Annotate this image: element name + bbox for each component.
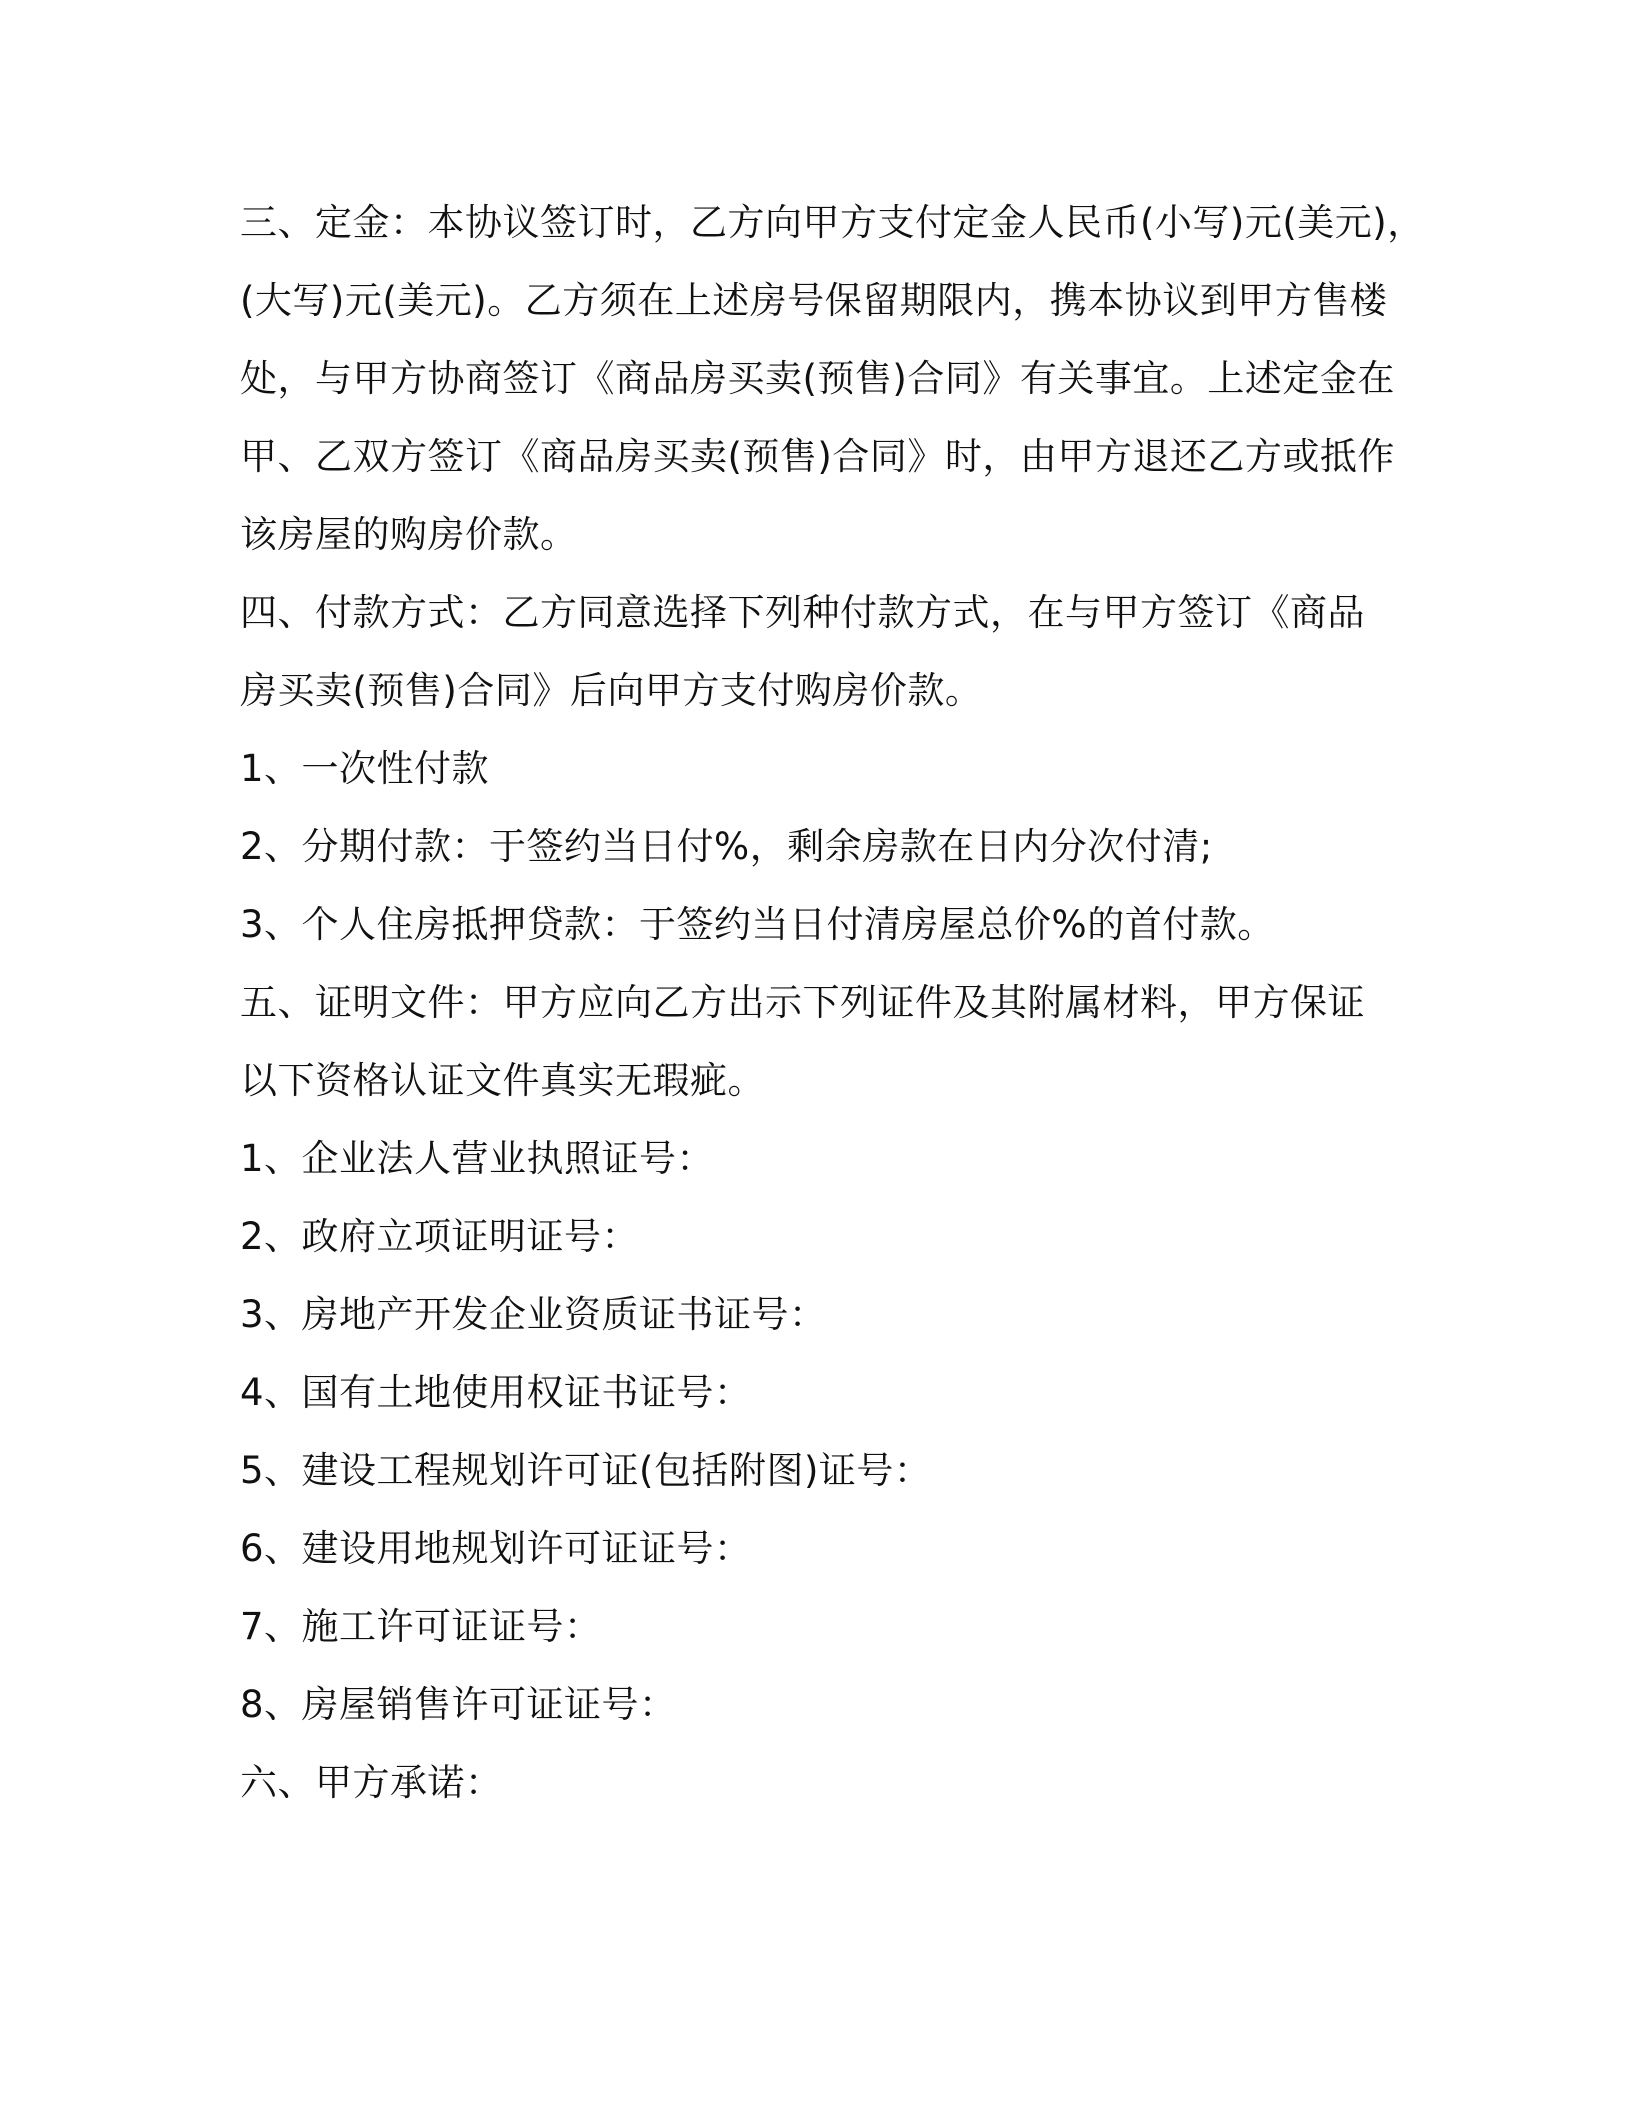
clause-5-documents-line-2: 以下资格认证文件真实无瑕疵。 [240, 1059, 765, 1102]
payment-option-3: 3、个人住房抵押贷款：于签约当日付清房屋总价%的首付款。 [240, 903, 1275, 946]
document-body [240, 184, 1425, 1822]
clause-3-deposit-line-5: 该房屋的购房价款。 [240, 513, 578, 556]
clause-6-heading: 六、甲方承诺： [240, 1761, 503, 1804]
document-item-4: 4、国有土地使用权证书证号： [240, 1371, 752, 1414]
document-item-7: 7、施工许可证证号： [240, 1605, 602, 1648]
clause-3-deposit-line-2: (大写)元(美元)。乙方须在上述房号保留期限内，携本协议到甲方售楼 [240, 279, 1388, 322]
payment-option-1: 1、一次性付款 [240, 747, 490, 790]
document-item-1: 1、企业法人营业执照证号： [240, 1137, 715, 1180]
clause-4-payment-line-1: 四、付款方式：乙方同意选择下列种付款方式，在与甲方签订《商品 [240, 591, 1365, 634]
document-item-6: 6、建设用地规划许可证证号： [240, 1527, 752, 1570]
document-item-5: 5、建设工程规划许可证(包括附图)证号： [240, 1449, 932, 1492]
clause-3-deposit-line-3: 处，与甲方协商签订《商品房买卖(预售)合同》有关事宜。上述定金在 [240, 357, 1395, 400]
clause-3-deposit-line-4: 甲、乙双方签订《商品房买卖(预售)合同》时，由甲方退还乙方或抵作 [240, 435, 1395, 478]
document-item-8: 8、房屋销售许可证证号： [240, 1683, 677, 1726]
clause-3-deposit-line-1: 三、定金：本协议签订时，乙方向甲方支付定金人民币(小写)元(美元)， [240, 201, 1425, 244]
clause-5-documents-line-1: 五、证明文件：甲方应向乙方出示下列证件及其附属材料，甲方保证 [240, 981, 1365, 1024]
clause-4-payment-line-2: 房买卖(预售)合同》后向甲方支付购房价款。 [240, 669, 983, 712]
document-item-3: 3、房地产开发企业资质证书证号： [240, 1293, 827, 1336]
payment-option-2: 2、分期付款：于签约当日付%，剩余房款在日内分次付清; [240, 825, 1213, 868]
document-item-2: 2、政府立项证明证号： [240, 1215, 640, 1258]
